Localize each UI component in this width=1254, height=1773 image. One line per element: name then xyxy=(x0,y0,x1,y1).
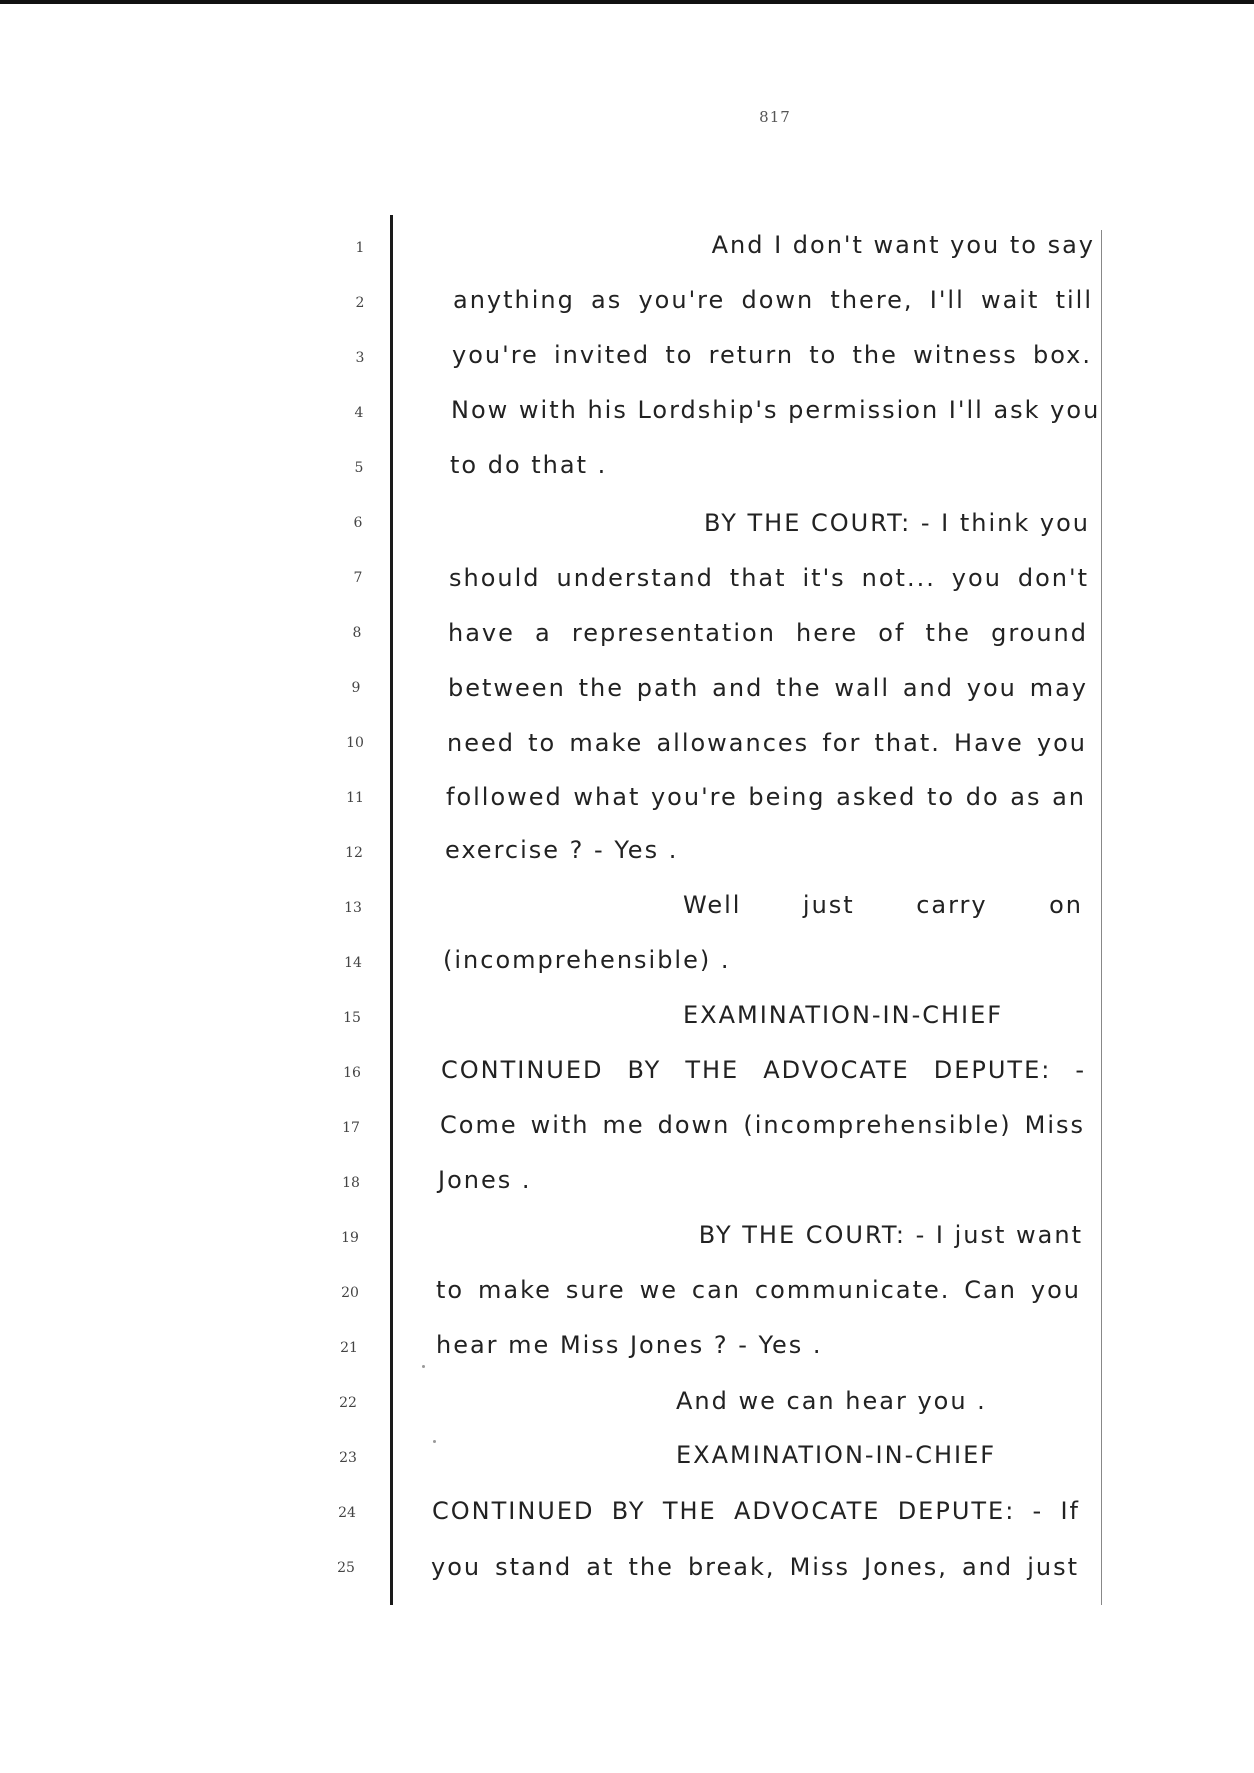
scan-speck xyxy=(422,1365,425,1368)
transcript-line: to do that . xyxy=(450,451,608,479)
transcript-line: EXAMINATION-IN-CHIEF xyxy=(683,1001,1004,1029)
transcript-line: followed what you're being asked to do as an xyxy=(446,783,1086,811)
transcript-line: EXAMINATION-IN-CHIEF xyxy=(676,1441,997,1469)
line-number: 7 xyxy=(353,570,363,586)
line-number: 16 xyxy=(343,1065,361,1081)
transcript-line: CONTINUED BY THE ADVOCATE DEPUTE: - xyxy=(441,1056,1086,1084)
transcript-line: BY THE COURT: - I just want xyxy=(698,1221,1083,1249)
left-margin-rule xyxy=(390,215,393,1605)
transcript-line: BY THE COURT: - I think you xyxy=(704,509,1090,537)
transcript-line: you're invited to return to the witness box. xyxy=(452,341,1092,369)
line-number: 4 xyxy=(354,405,364,421)
transcript-line: Well just carry on xyxy=(683,891,1083,919)
scan-speck xyxy=(433,1440,436,1443)
line-number: 13 xyxy=(344,900,362,916)
line-number: 6 xyxy=(353,515,363,531)
right-margin-rule xyxy=(1101,230,1102,1605)
transcript-line: need to make allowances for that. Have you xyxy=(447,729,1087,757)
line-number: 17 xyxy=(342,1120,360,1136)
transcript-line: hear me Miss Jones ? - Yes . xyxy=(436,1331,823,1359)
transcript-line: And I don't want you to say xyxy=(711,231,1095,259)
transcript-line: Come with me down (incomprehensible) Miss xyxy=(440,1111,1085,1139)
line-number: 21 xyxy=(340,1340,358,1356)
transcript-line: exercise ? - Yes . xyxy=(445,836,679,864)
line-number: 8 xyxy=(352,625,362,641)
line-number: 11 xyxy=(346,790,364,806)
line-number: 1 xyxy=(355,240,365,256)
line-number: 20 xyxy=(341,1285,359,1301)
transcript-line: you stand at the break, Miss Jones, and just xyxy=(431,1553,1079,1581)
transcript-line: to make sure we can communicate. Can you xyxy=(436,1276,1081,1304)
line-number: 18 xyxy=(342,1175,360,1191)
line-number: 10 xyxy=(346,735,364,751)
line-number: 22 xyxy=(339,1395,357,1411)
line-number: 24 xyxy=(338,1505,356,1521)
line-number: 2 xyxy=(355,295,365,311)
line-number: 12 xyxy=(345,845,363,861)
transcript-line: (incomprehensible) . xyxy=(443,946,731,974)
transcript-line: CONTINUED BY THE ADVOCATE DEPUTE: - If xyxy=(432,1497,1080,1525)
scan-top-edge xyxy=(0,0,1254,4)
transcript-line: between the path and the wall and you may xyxy=(448,674,1088,702)
line-number: 19 xyxy=(341,1230,359,1246)
transcript-line: Now with his Lordship's permission I'll ask you xyxy=(451,396,1101,424)
line-number: 14 xyxy=(344,955,362,971)
transcript-line: anything as you're down there, I'll wait till xyxy=(453,286,1093,314)
line-number: 23 xyxy=(339,1450,357,1466)
transcript-line: have a representation here of the ground xyxy=(448,619,1088,647)
transcript-line: Jones . xyxy=(438,1166,532,1194)
transcript-line: And we can hear you . xyxy=(676,1387,987,1415)
line-number: 15 xyxy=(343,1010,361,1026)
line-number: 5 xyxy=(354,460,364,476)
line-number: 3 xyxy=(355,350,365,366)
line-number: 9 xyxy=(351,680,361,696)
page-number: 817 xyxy=(759,108,791,126)
transcript-line: should understand that it's not... you don't xyxy=(449,564,1089,592)
line-number: 25 xyxy=(337,1560,355,1576)
